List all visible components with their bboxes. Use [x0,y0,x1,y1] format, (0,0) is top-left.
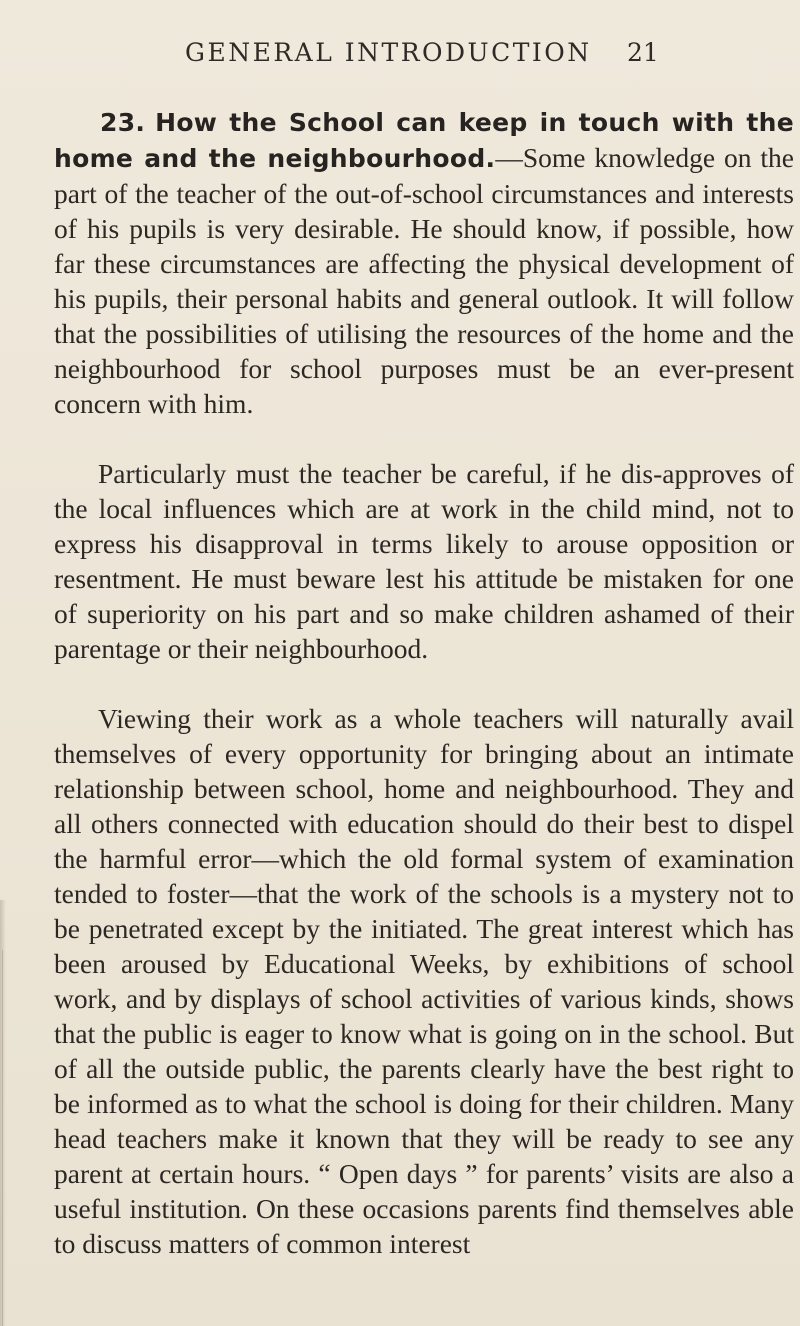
page-number: 21 [627,38,659,67]
running-title: GENERAL INTRODUCTION [185,38,592,67]
page-header [185,38,745,78]
paragraph: Viewing their work as a whole teachers will naturally avail themselves of every opportunity for bringing about an intimate relationship between school, home and neighbourhood. They and all others connected with education should do their best to dispel the harmful error—which the old formal system of examination tended to foster—that the work of the schools is a mystery not to be penetrated except by the initiated. The great interest which has been aroused by Educational Weeks, by exhibitions of school work, and by displays of school activities of various kinds, shows that the public is eager to know what is going on in the school. But of all the outside public, the parents clearly have the best right to be informed as to what the school is doing for their children. Many head teachers make it known that they will be ready to see any parent at certain hours. “ Open days ” for parents’ visits are also a useful institution. On these occasions parents find themselves able to discuss matters of common interest [54,703,794,1259]
section-paragraph [54,104,794,421]
page-body [54,104,794,1296]
page-edge-line [2,950,3,1326]
page-edge-shadow [0,900,6,1326]
section-number: 23. [100,108,146,137]
paragraph: Particularly must the teacher be careful, if he dis-approves of the local influences which are at work in the child mind, not to express his disapproval in terms likely to arouse opposition or resentment. He must beware lest his attitude be mistaken for one of superiority on his part and so make children ashamed of their parentage or their neighbourhood. [54,458,794,664]
section-lead-text: —Some knowledge on the part of the teacher of the out-of-school circumstances and interests of his pupils is very desirable. He should know, if possible, how far these circumstances are affecting the physical development of his pupils, their personal habits and general outlook. It will follow that the possibilities of utilising the resources of the home and the neighbourhood for school purposes must be an ever-present concern with him. [54,142,794,419]
section-heading: How the School can keep in touch with the home and the neighbourhood. [54,108,794,173]
